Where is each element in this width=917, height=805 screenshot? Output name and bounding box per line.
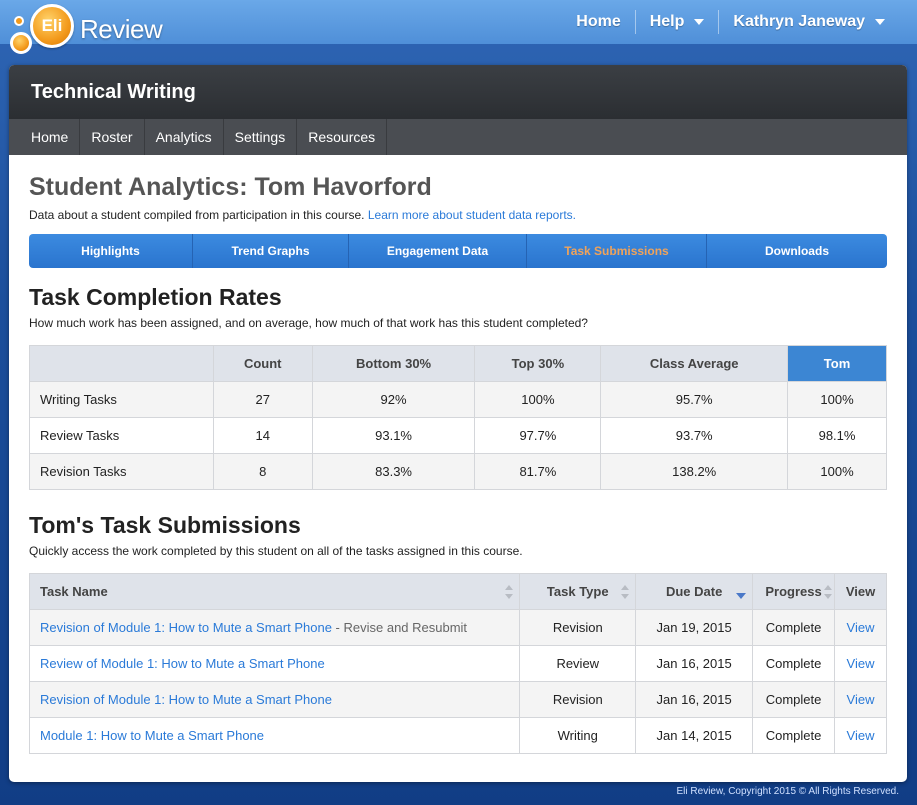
logo-dot-icon <box>10 32 32 54</box>
view-link[interactable]: View <box>846 692 875 707</box>
table-cell: 95.7% <box>601 382 788 418</box>
top-bar <box>0 0 917 44</box>
learn-more-link[interactable]: Learn more about student data reports. <box>367 208 576 222</box>
table-cell: 93.7% <box>601 418 788 454</box>
task-suffix: - Revise and Resubmit <box>331 620 468 635</box>
table-cell: 27 <box>213 382 312 418</box>
column-header-task-type[interactable] <box>520 574 636 610</box>
view-cell <box>835 610 887 646</box>
table-header-row <box>30 574 887 610</box>
tab-engagement-data[interactable]: Engagement Data <box>349 234 527 268</box>
table-cell: 8 <box>213 454 312 490</box>
column-header-progress[interactable] <box>753 574 835 610</box>
submissions-description: Quickly access the work completed by this student on all of the tasks assigned in this course. <box>29 544 523 558</box>
table-header-row <box>30 346 887 382</box>
row-label: Review Tasks <box>30 418 214 454</box>
tab-downloads[interactable]: Downloads <box>764 244 829 258</box>
table-cell: 97.7% <box>475 418 601 454</box>
progress-cell: Complete <box>753 646 835 682</box>
logo-text: Review <box>80 14 163 44</box>
row-label: Writing Tasks <box>30 382 214 418</box>
page-description-text: Data about a student compiled from participation in this course. <box>29 208 365 222</box>
top-nav-help-label: Help <box>649 13 685 30</box>
view-cell <box>835 646 887 682</box>
tab-highlights[interactable]: Highlights <box>29 234 193 268</box>
analytics-tabs <box>29 234 887 268</box>
task-name-cell <box>30 718 520 754</box>
column-header-label: Task Name <box>40 584 108 599</box>
view-cell <box>835 682 887 718</box>
table-cell: 100% <box>788 382 887 418</box>
task-link[interactable]: Revision of Module 1: How to Mute a Smart Phone <box>40 692 332 707</box>
progress-cell: Complete <box>753 682 835 718</box>
page-content <box>9 155 907 754</box>
view-link[interactable]: View <box>846 728 875 743</box>
user-menu[interactable] <box>719 7 899 37</box>
task-type-cell: Review <box>520 646 636 682</box>
top-nav-help[interactable] <box>636 7 719 37</box>
chevron-down-icon <box>694 19 704 25</box>
column-header-top30: Top 30% <box>475 346 601 382</box>
completion-title: Task Completion Rates <box>29 284 282 310</box>
table-row <box>30 682 887 718</box>
column-header-label: Task Type <box>546 584 609 599</box>
table-cell: 93.1% <box>312 418 475 454</box>
user-name: Kathryn Janeway <box>733 13 865 30</box>
due-date-cell: Jan 19, 2015 <box>636 610 753 646</box>
course-title: Technical Writing <box>9 65 907 119</box>
logo-badge: Eli <box>30 4 74 48</box>
task-link[interactable]: Revision of Module 1: How to Mute a Smart Phone <box>40 620 332 635</box>
table-cell: 14 <box>213 418 312 454</box>
due-date-cell: Jan 16, 2015 <box>636 682 753 718</box>
table-row <box>30 718 887 754</box>
row-label: Revision Tasks <box>30 454 214 490</box>
table-cell: 100% <box>788 454 887 490</box>
task-link[interactable]: Module 1: How to Mute a Smart Phone <box>40 728 265 743</box>
page-title: Student Analytics: Tom Havorford <box>29 173 432 201</box>
tab-task-submissions[interactable]: Task Submissions <box>527 234 707 268</box>
table-cell: 98.1% <box>788 418 887 454</box>
sort-icon <box>505 585 513 599</box>
column-header-student: Tom <box>788 346 887 382</box>
completion-table <box>29 345 887 490</box>
page-description <box>29 208 887 222</box>
view-cell <box>835 718 887 754</box>
column-header-count: Count <box>213 346 312 382</box>
column-header-class-average: Class Average <box>601 346 788 382</box>
table-row <box>30 610 887 646</box>
sort-descending-icon <box>736 593 746 599</box>
top-nav-home[interactable] <box>562 7 634 37</box>
column-header-due-date[interactable] <box>636 574 753 610</box>
submissions-table <box>29 573 887 754</box>
course-nav-analytics[interactable]: Analytics <box>145 119 224 155</box>
eli-review-logo[interactable] <box>8 4 163 56</box>
table-cell: 100% <box>475 382 601 418</box>
completion-description: How much work has been assigned, and on average, how much of that work has this student completed? <box>29 316 588 330</box>
progress-cell: Complete <box>753 718 835 754</box>
footer-copyright: Eli Review, Copyright 2015 © All Rights Reserved. <box>676 786 899 797</box>
course-nav-settings[interactable]: Settings <box>224 119 298 155</box>
task-name-cell <box>30 646 520 682</box>
table-cell: 92% <box>312 382 475 418</box>
table-row <box>30 418 887 454</box>
progress-cell: Complete <box>753 610 835 646</box>
chevron-down-icon <box>875 19 885 25</box>
column-header-label: Progress <box>765 584 822 599</box>
submissions-title: Tom's Task Submissions <box>29 512 301 538</box>
column-header <box>30 346 214 382</box>
course-nav <box>9 119 907 155</box>
task-type-cell: Revision <box>520 682 636 718</box>
column-header-label: Due Date <box>665 584 723 599</box>
course-nav-roster[interactable]: Roster <box>80 119 144 155</box>
view-link[interactable]: View <box>846 656 875 671</box>
course-nav-resources[interactable]: Resources <box>297 119 387 155</box>
logo-dot-icon <box>14 16 24 26</box>
column-header-view: View <box>835 574 887 610</box>
tab-trend-graphs[interactable]: Trend Graphs <box>193 234 349 268</box>
task-name-cell <box>30 682 520 718</box>
main-panel <box>9 65 907 782</box>
table-cell: 81.7% <box>475 454 601 490</box>
table-row <box>30 454 887 490</box>
task-link[interactable]: Review of Module 1: How to Mute a Smart Phone <box>40 656 325 671</box>
due-date-cell: Jan 14, 2015 <box>636 718 753 754</box>
due-date-cell: Jan 16, 2015 <box>636 646 753 682</box>
top-nav <box>562 0 899 44</box>
task-type-cell: Revision <box>520 610 636 646</box>
table-cell: 138.2% <box>601 454 788 490</box>
sort-icon <box>824 585 832 599</box>
task-type-cell: Writing <box>520 718 636 754</box>
table-cell: 83.3% <box>312 454 475 490</box>
course-nav-home[interactable]: Home <box>9 119 80 155</box>
column-header-task-name[interactable] <box>30 574 520 610</box>
view-link[interactable]: View <box>846 620 875 635</box>
table-row <box>30 646 887 682</box>
top-nav-home-label: Home <box>576 13 621 30</box>
task-name-cell <box>30 610 520 646</box>
column-header-bottom30: Bottom 30% <box>312 346 475 382</box>
sort-icon <box>621 585 629 599</box>
table-row <box>30 382 887 418</box>
